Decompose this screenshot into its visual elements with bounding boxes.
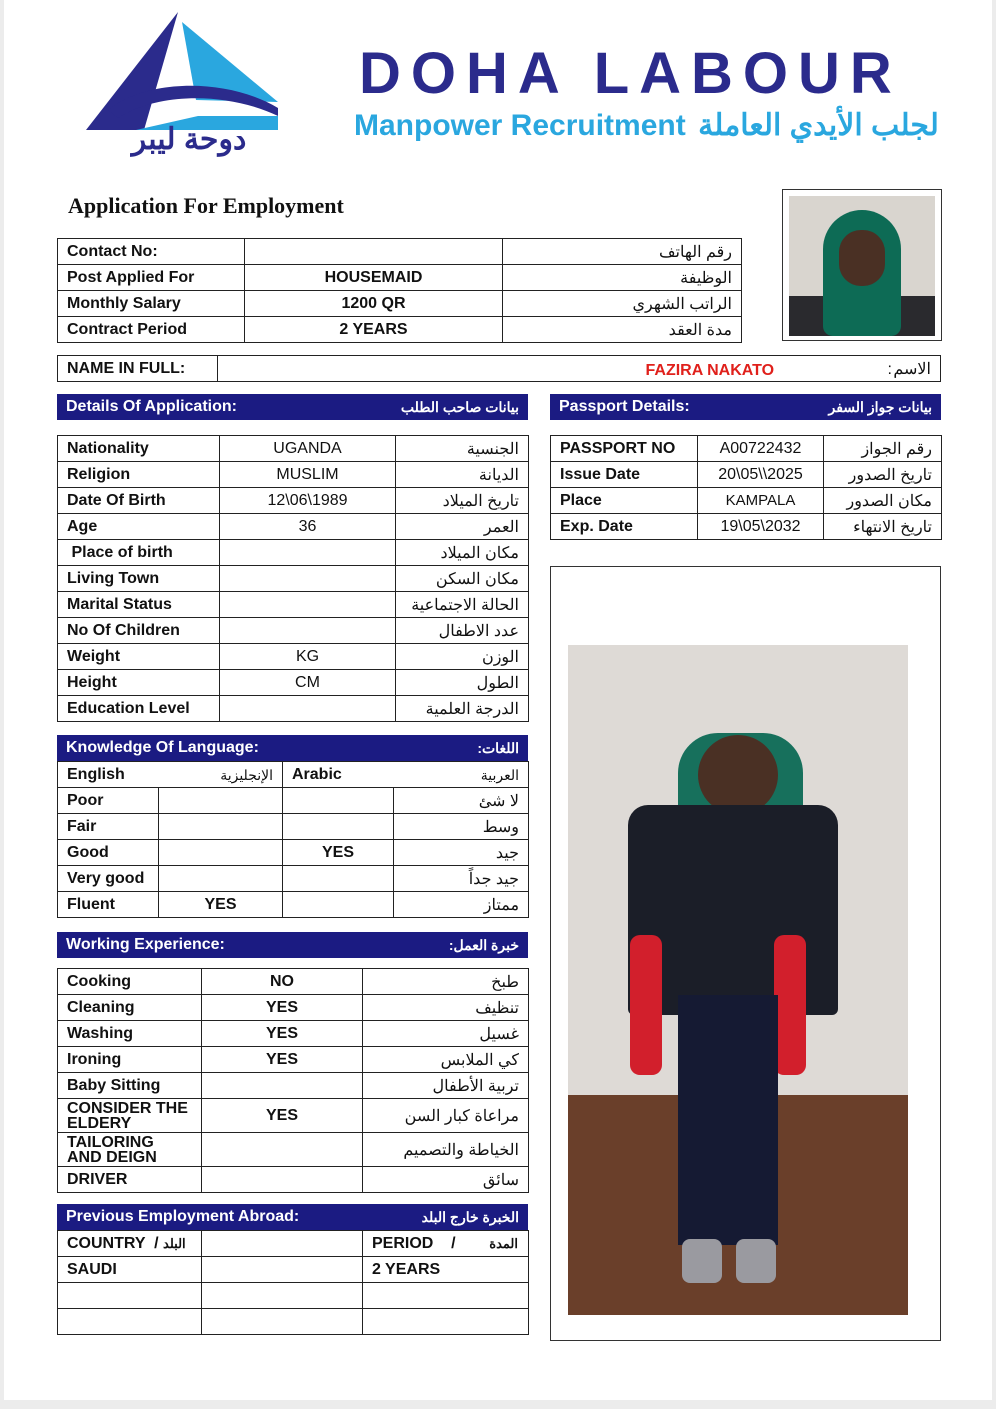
table-row	[58, 1283, 529, 1309]
value: A00722432	[698, 436, 824, 462]
language-title-ar: اللغات:	[477, 739, 519, 756]
label-ar: رقم الجواز	[824, 436, 942, 462]
details-header	[57, 394, 528, 420]
passport-table	[550, 435, 942, 540]
table-row	[58, 265, 742, 291]
name-label: NAME IN FULL:	[58, 356, 218, 382]
label-ar: تنظيف	[363, 995, 529, 1021]
table-row	[551, 436, 942, 462]
table-row	[58, 462, 529, 488]
details-title: Details Of Application:	[66, 398, 237, 415]
table-row	[551, 462, 942, 488]
label-ar: مكان الميلاد	[396, 540, 529, 566]
level: Very good	[58, 866, 159, 892]
details-table	[57, 435, 529, 722]
value	[220, 618, 396, 644]
value: KG	[220, 644, 396, 670]
table-row	[58, 866, 529, 892]
level: Fair	[58, 814, 159, 840]
label: Exp. Date	[551, 514, 698, 540]
period-header: PERIOD / المدة	[363, 1231, 529, 1257]
value	[245, 239, 503, 265]
level-ar: جيد جداً	[394, 866, 529, 892]
label-ar: الطول	[396, 670, 529, 696]
table-row	[58, 1309, 529, 1335]
experience-header	[57, 932, 528, 958]
label: Contact No:	[58, 239, 245, 265]
name-label-ar: الاسم	[881, 356, 941, 382]
value: MUSLIM	[220, 462, 396, 488]
english-value	[159, 788, 283, 814]
label: Marital Status	[58, 592, 220, 618]
arabic-value	[283, 866, 394, 892]
experience-title-ar: خبرة العمل:	[448, 936, 519, 953]
brand-name: DOHA LABOUR	[359, 41, 902, 106]
value: CM	[220, 670, 396, 696]
application-page	[4, 0, 992, 1400]
table-row	[551, 488, 942, 514]
language-title: Knowledge Of Language:	[66, 739, 259, 756]
brand-tagline-ar: لجلب الأيدي العاملة	[698, 109, 939, 142]
table-row	[58, 317, 742, 343]
table-row	[58, 1231, 529, 1257]
language-header	[57, 735, 528, 761]
label: Nationality	[58, 436, 220, 462]
experience-table	[57, 968, 529, 1193]
value	[202, 1167, 363, 1193]
value	[202, 1073, 363, 1099]
label: No Of Children	[58, 618, 220, 644]
abroad-title: Previous Employment Abroad:	[66, 1208, 300, 1225]
value: HOUSEMAID	[245, 265, 503, 291]
label: Place	[551, 488, 698, 514]
english-header: English الإنجليزية	[58, 762, 283, 788]
job-info-table	[57, 238, 742, 343]
english-value	[159, 814, 283, 840]
table-row	[58, 892, 529, 918]
logo-arabic-text: دوحة ليبر	[131, 123, 247, 156]
country	[58, 1309, 202, 1335]
value: 19\05\2032	[698, 514, 824, 540]
abroad-header	[57, 1204, 528, 1230]
label-ar: الدرجة العلمية	[396, 696, 529, 722]
value: 20\05\\2025	[698, 462, 824, 488]
country: SAUDI	[58, 1257, 202, 1283]
label-ar: كي الملابس	[363, 1047, 529, 1073]
label-ar: مكان السكن	[396, 566, 529, 592]
label: Height	[58, 670, 220, 696]
label-ar: الجنسية	[396, 436, 529, 462]
label-ar: الوظيفة	[503, 265, 742, 291]
table-row	[58, 514, 529, 540]
period	[363, 1309, 529, 1335]
value: 36	[220, 514, 396, 540]
label: Monthly Salary	[58, 291, 245, 317]
table-row	[58, 762, 529, 788]
label-ar: العمر	[396, 514, 529, 540]
english-value	[159, 840, 283, 866]
value	[220, 566, 396, 592]
value	[220, 696, 396, 722]
label: Issue Date	[551, 462, 698, 488]
arabic-value: YES	[283, 840, 394, 866]
value: YES	[202, 995, 363, 1021]
label: Place of birth	[58, 540, 220, 566]
value	[202, 1133, 363, 1167]
value: UGANDA	[220, 436, 396, 462]
passport-title-ar: بيانات جواز السفر	[828, 398, 932, 415]
details-title-ar: بيانات صاحب الطلب	[400, 398, 519, 415]
table-row	[58, 592, 529, 618]
value: YES	[202, 1021, 363, 1047]
label-ar: طبخ	[363, 969, 529, 995]
table-row	[58, 1099, 529, 1133]
label: TAILORING AND DEIGN	[58, 1133, 202, 1167]
arabic-value	[283, 892, 394, 918]
table-row	[58, 969, 529, 995]
label-ar: تاريخ الميلاد	[396, 488, 529, 514]
label: Religion	[58, 462, 220, 488]
table-row	[58, 840, 529, 866]
arabic-value	[283, 814, 394, 840]
value: 1200 QR	[245, 291, 503, 317]
abroad-table	[57, 1230, 529, 1335]
table-row	[58, 1257, 529, 1283]
table-row	[58, 488, 529, 514]
label-ar: الراتب الشهري	[503, 291, 742, 317]
english-value	[159, 866, 283, 892]
table-row	[58, 540, 529, 566]
label-ar: سائق	[363, 1167, 529, 1193]
full-body-photo	[568, 645, 908, 1315]
label-ar: رقم الهاتف	[503, 239, 742, 265]
label: Cleaning	[58, 995, 202, 1021]
value: KAMPALA	[698, 488, 824, 514]
label-ar: غسيل	[363, 1021, 529, 1047]
table-row	[58, 1133, 529, 1167]
table-row	[58, 670, 529, 696]
brand-tagline-en: Manpower Recruitment	[354, 109, 686, 142]
language-table	[57, 761, 529, 918]
table-row	[58, 239, 742, 265]
label: PASSPORT NO	[551, 436, 698, 462]
table-row	[58, 618, 529, 644]
label: Date Of Birth	[58, 488, 220, 514]
table-row	[58, 788, 529, 814]
label: Cooking	[58, 969, 202, 995]
english-value: YES	[159, 892, 283, 918]
table-row	[58, 566, 529, 592]
label-ar: الحالة الاجتماعية	[396, 592, 529, 618]
table-row	[58, 1073, 529, 1099]
label: Age	[58, 514, 220, 540]
label: Washing	[58, 1021, 202, 1047]
level-ar: جيد	[394, 840, 529, 866]
full-body-photo-frame	[550, 566, 941, 1341]
level-ar: لا شئ	[394, 788, 529, 814]
table-row	[58, 696, 529, 722]
level: Fluent	[58, 892, 159, 918]
country-header: COUNTRY / البلد	[58, 1231, 202, 1257]
label: Post Applied For	[58, 265, 245, 291]
table-row	[58, 1167, 529, 1193]
table-row	[551, 514, 942, 540]
passport-title: Passport Details:	[559, 398, 690, 415]
level-ar: ممتاز	[394, 892, 529, 918]
arabic-header: Arabic العربية	[283, 762, 529, 788]
value: NO	[202, 969, 363, 995]
period: 2 YEARS	[363, 1257, 529, 1283]
period	[363, 1283, 529, 1309]
label-ar: مراعاة كبار السن	[363, 1099, 529, 1133]
portrait-photo	[789, 196, 935, 336]
label-ar: تربية الأطفال	[363, 1073, 529, 1099]
level: Poor	[58, 788, 159, 814]
level: Good	[58, 840, 159, 866]
label: DRIVER	[58, 1167, 202, 1193]
label: Education Level	[58, 696, 220, 722]
table-row	[58, 1021, 529, 1047]
label-ar: مدة العقد	[503, 317, 742, 343]
label: Contract Period	[58, 317, 245, 343]
level-ar: وسط	[394, 814, 529, 840]
label-ar: تاريخ الانتهاء	[824, 514, 942, 540]
abroad-title-ar: الخبرة خارج البلد	[421, 1208, 519, 1225]
brand-tagline	[354, 108, 939, 143]
arabic-value	[283, 788, 394, 814]
country	[58, 1283, 202, 1309]
experience-title: Working Experience:	[66, 936, 225, 953]
value: 12\06\1989	[220, 488, 396, 514]
label: Baby Sitting	[58, 1073, 202, 1099]
label-ar: مكان الصدور	[824, 488, 942, 514]
table-row	[58, 644, 529, 670]
name-table	[57, 355, 941, 382]
table-row	[58, 291, 742, 317]
value: YES	[202, 1099, 363, 1133]
value: 2 YEARS	[245, 317, 503, 343]
name-value: FAZIRA NAKATO	[645, 361, 775, 379]
table-row	[58, 995, 529, 1021]
label-ar: تاريخ الصدور	[824, 462, 942, 488]
passport-header	[550, 394, 941, 420]
label-ar: الخياطة والتصميم	[363, 1133, 529, 1167]
table-row: NAME IN FULL: FAZIRA NAKATO : الاسم	[58, 356, 941, 382]
value: YES	[202, 1047, 363, 1073]
table-row	[58, 814, 529, 840]
portrait-photo-frame	[782, 189, 942, 341]
value	[220, 540, 396, 566]
value	[220, 592, 396, 618]
table-row	[58, 436, 529, 462]
label-ar: عدد الاطفال	[396, 618, 529, 644]
form-title: Application For Employment	[68, 193, 344, 218]
table-row	[58, 1047, 529, 1073]
label: CONSIDER THE ELDERY	[58, 1099, 202, 1133]
label-ar: الديانة	[396, 462, 529, 488]
label-ar: الوزن	[396, 644, 529, 670]
label: Ironing	[58, 1047, 202, 1073]
label: Weight	[58, 644, 220, 670]
label: Living Town	[58, 566, 220, 592]
